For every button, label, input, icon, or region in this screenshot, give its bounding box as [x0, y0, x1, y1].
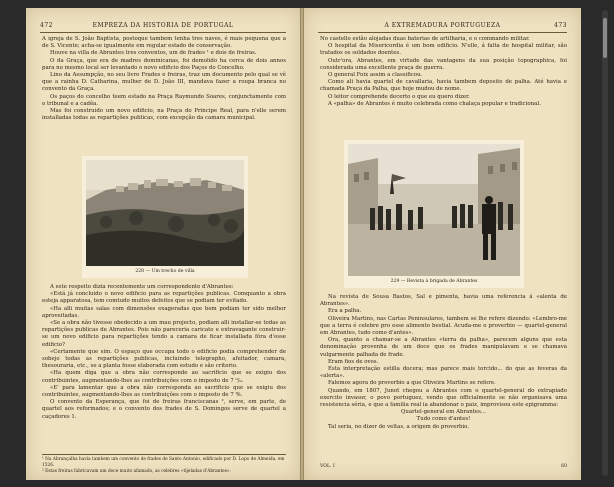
paragraph: Tal seria, no dizer de veltas, a origem do proverbio.: [328, 423, 470, 430]
paragraph: «E' para lamentar que a obra não corresponda ao sacrificio que se exigiu dos contribuintes, augmentando-lhes as contribuições com o imposto de 7 %.: [42, 384, 286, 399]
right-body-top: [320, 36, 567, 108]
left-page-header: [40, 22, 286, 33]
right-page-header: [318, 22, 567, 33]
paragraph: Oliveira Martins, nas Cartas Peninsulares, tambem se lhe refere dizendo: «Lembro-me que a terra é celebre pro esse alimento bestial. Acuda-me o proverbio — quartel-general em Abrantes, tudo como d'antes».: [320, 315, 567, 337]
footnote: ² Estas freiras fabricavam um doce muito afamado, as celebres «tijeladas d'Abrantes».: [42, 469, 231, 474]
paragraph: O convento da Esperança, que foi de freiras franciscanas ², serve, em parte, de quartel aos reformados; e o convento dos frades de S. Domingos serve de quartel a caçadores 1.: [42, 399, 286, 420]
footnote: ¹ Na Abrançalha havia tambem um convento de frades de Santo Antonio, edificado por D. Lopo de Almeida, em 1526.: [42, 457, 285, 468]
paragraph: Na revista de Sousa Bastos, Sal e pimenta, havia uma referencia á «alenta de Abrantes».: [320, 294, 567, 308]
paragraph: «Ha alli muitas salas com dimensões exageradas que bem podiam ter sido melhor aproveitadas.: [42, 305, 286, 319]
paragraph: Eram fios de ovos.: [328, 358, 379, 365]
right-page-footer: [320, 464, 567, 470]
left-figure: [82, 156, 248, 278]
paragraph: Como ali havia quartel de cavallaria, havia tambem deposito de palha. Até havia e chamada Praça da Palha, que hoje mudou de nome.: [320, 79, 567, 93]
brigade-photo: [348, 144, 520, 276]
paragraph: Quando, em 1807, Junot chegou a Abrantes com o quartel-general do extrapiado exercito invasor, o povo portuguez, vendo que officialmente se não organisava uma resistencia séria, e que a familia real ia abandonar o paiz, improvisou este epigramma:: [320, 387, 567, 409]
paragraph: Era a palha.: [328, 308, 362, 315]
left-running-title: EMPREZA DA HISTORIA DE PORTUGAL: [92, 22, 234, 29]
left-body-top: [42, 36, 286, 122]
left-body-bottom: [42, 284, 286, 421]
paragraph: «Ha quem diga que a obra não corresponde ao sacrificio que se exigiu dos contribuintes, augmentando-lhes as contribuições com o imposto de 7 ⁰/₀.: [42, 370, 286, 384]
paragraph: Esta interpretação estilla docera; mas parece mais torcido... do que as feveras da «alerta».: [320, 366, 567, 380]
paragraph: A este respeito dizia recentemente um correspondente d'Abrantes:: [50, 284, 234, 290]
paragraph: Os paços do concelho teem estado na Praça Raymundo Soares, conjunctamente com o tribunal e a cadêa.: [42, 93, 286, 107]
verse-line: Quartel-general em Abrantes...: [401, 409, 486, 416]
right-running-title: A EXTREMADURA PORTUGUEZA: [384, 22, 501, 29]
paragraph: No castello estão alojadas duas baterias de artilharia, e o commando militar.: [320, 36, 530, 42]
verse-line: Tudo como d'antes!: [416, 416, 471, 423]
paragraph: «Certamente que sim. O espaço que occupa todo o edificio podia comprehender de sobejo todas as repartições publicas, incluindo telegrapho, afeitador, camara, thesouraria, etc., se a planta fosse elaborada com estudo e são criterio.: [42, 348, 286, 370]
paragraph: A igreja de S. João Baptista, postoque tambem tenha tres naves, é mais pequena que a de S. Vicente; acha-se igualmente em regular estado de conservação.: [42, 36, 286, 50]
paragraph: Lino da Assumpção, no seu livro Frades e freiras, traz um documento pelo qual se vê que a rainha D. Catharina, mulher de D. João III, mandava fazer a roupa branca no convento da Graça.: [42, 72, 286, 93]
paragraph: Houve na villa de Abrantes tres conventos, um de frades ¹ e dois de freiras.: [50, 50, 257, 57]
town-photo: [86, 160, 244, 266]
signature-mark: 60: [561, 464, 567, 469]
right-figure: [344, 140, 524, 288]
paragraph: «Está já concluido o novo edificio para as repartições publicas. Comquanto a obra esteja apparatosa, tem comtudo muitos defeitos que se podiam ter evitado.: [42, 291, 286, 305]
left-footnotes: [42, 454, 286, 475]
scrollbar-thumb[interactable]: [603, 18, 607, 58]
paragraph: Ora, quanto a chamar-se a Abrantes «terra da palha», parecem alguns que esta denominação provenha de um doce que os frades manipulavam e se chamava vulgarmente palhada de frade.: [320, 337, 567, 358]
right-page: [304, 8, 581, 480]
volume-label: VOL. I: [320, 464, 335, 469]
viewer-scrollbar[interactable]: [602, 10, 608, 476]
paragraph: O hospital da Misericordia é um bom edificio. N'elle, á falta de hospital militar, são tratados os soldados doentes.: [320, 43, 567, 57]
paragraph: «Se a obra não tivesse obedecido a um mau projecto, podiam alli installar-se todas as repartições publicas de Abrantes. Pois não pareceria caricato e extravagante construir-se um novo edificio para repartições tendo a camara de ficar installada fóra d'esse edificio?: [42, 320, 286, 348]
paragraph: A «palha» de Abrantes é muito celebrada como chalaça popular e tradicional.: [328, 100, 541, 107]
right-figure-caption: 229 — Revista á brigada de Abrantes: [390, 279, 478, 284]
paragraph: Outr'ora, Abrantes, em virtude das vantagens da sua posição topographica, foi considerada uma excellente praça de guerra.: [320, 57, 567, 71]
paragraph: O da Graça, que era de madres dominicanas, foi demolido ha cerca de dois annos para no mesmo local ser levantado o novo edificio dos Paços do Concelho.: [42, 57, 286, 71]
right-body-bottom: [320, 294, 567, 431]
paragraph: O general Foix assim a classificou.: [328, 72, 423, 79]
paragraph: Mas foi construido um novo edificio, na Praça do Principe Real, para n'elle serem installadas todas as repartições publicas, com excepção da camara municipal.: [42, 108, 286, 122]
left-page: [26, 8, 300, 480]
brigade-review-image: [348, 144, 520, 276]
left-page-number: 472: [40, 22, 53, 29]
right-page-number: 473: [554, 22, 567, 29]
paragraph: Falemos agora do proverbio a que Oliveira Martins se refere.: [328, 380, 496, 387]
left-figure-caption: 228 — Um trecho de villa: [135, 269, 195, 274]
paragraph: O leitor comprehende decerto o que eu quero dizer.: [328, 93, 470, 100]
town-view-image: [86, 160, 244, 266]
